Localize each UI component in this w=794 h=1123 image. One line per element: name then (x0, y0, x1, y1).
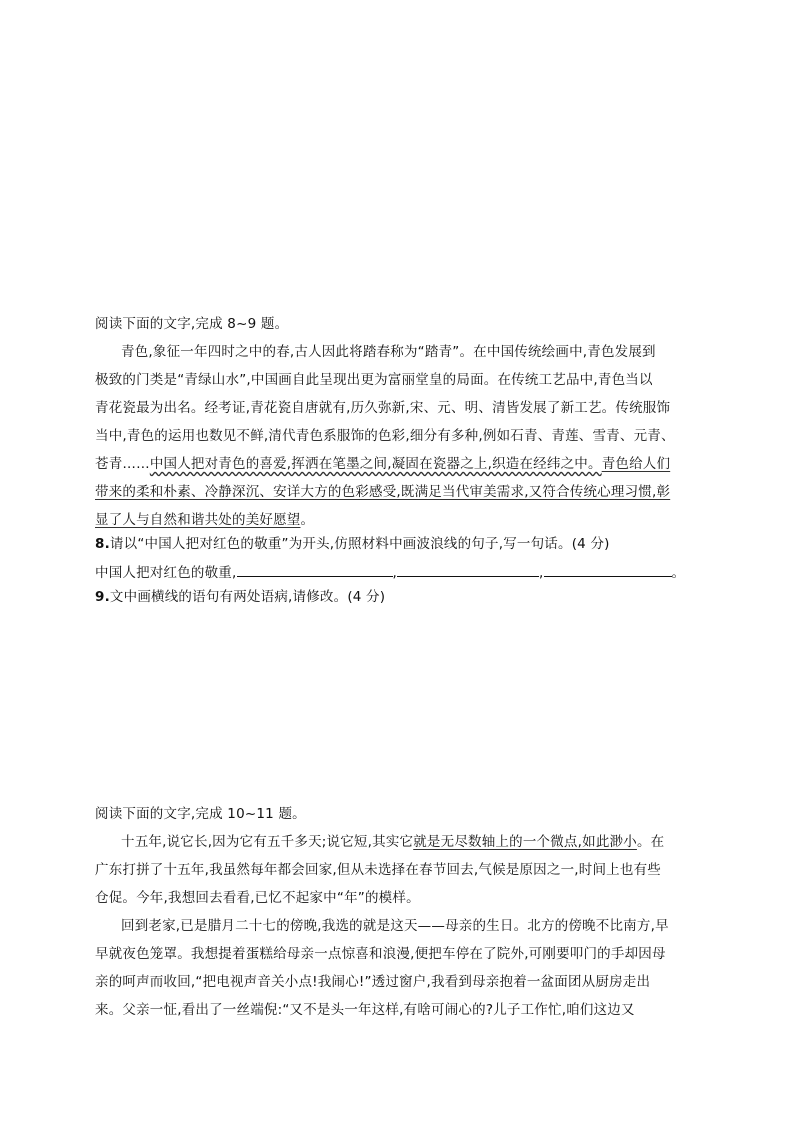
question-9 (95, 587, 705, 607)
answer-blank-2[interactable] (397, 562, 539, 577)
passage1-line-1: 青色,象征一年四时之中的春,古人因此将踏春称为“踏青”。在中国传统绘画中,青色发展到 (121, 344, 656, 360)
question-8-text: 请以“中国人把对红色的敬重”为开头,仿照材料中画波浪线的句子,写一句话。(4 分) (109, 536, 610, 552)
answer-end: 。 (671, 565, 686, 581)
underlined-phrase: 就是无尽数轴上的一个微点,如此渺小 (413, 834, 637, 850)
passage2-line-7: 来。父亲一怔,看出了一丝端倪:“又不是头一年这样,有啥可闹心的?儿子工作忙,咱们这边又 (95, 1002, 635, 1018)
passage2-line-5: 早就夜色笼罩。我想提着蛋糕给母亲一点惊喜和浪漫,便把车停在了院外,可刚要叩门的手却因母 (95, 946, 666, 962)
section1-intro: 阅读下面的文字,完成 8~9 题。 (95, 316, 289, 332)
underlined-sentence-part-3: 显了人与自然和谐共处的美好愿望 (95, 512, 301, 528)
passage2-line-3: 仓促。今年,我想回去看看,已忆不起家中“年”的模样。 (95, 890, 420, 906)
p1-end: 。在 (636, 834, 665, 850)
answer-blank-1[interactable] (237, 562, 393, 577)
passage2-line-6: 亲的呵声而收回,“把电视声音关小点!我闹心!”透过窗户,我看到母亲抱着一盆面团从厨房走出 (95, 974, 651, 990)
passage1-line-3: 青花瓷最为出名。经考证,青花瓷自唐就有,历久弥新,宋、元、明、清皆发展了新工艺。传统服饰 (95, 400, 671, 416)
underlined-sentence-part-2: 带来的柔和朴素、冷静深沉、安详大方的色彩感受,既满足当代审美需求,又符合传统心理习惯,彰 (95, 484, 671, 500)
passage2-line-2: 广东打拼了十五年,我虽然每年都会回家,但从未选择在春节回去,气候是原因之一,时间上也有些 (95, 862, 661, 878)
passage2-line-1 (121, 832, 731, 852)
passage1-line-7 (95, 510, 705, 530)
p1-start: 十五年,说它长,因为它有五千多天;说它短,其实它 (121, 834, 414, 850)
question-8-number: 8. (95, 536, 110, 552)
passage1-line-5 (95, 454, 705, 474)
question-9-text: 文中画横线的语句有两处语病,请修改。(4 分) (109, 589, 386, 605)
answer-sep-2: , (539, 565, 544, 581)
question-8 (95, 534, 705, 554)
wavy-underlined-sentence: 中国人把对青色的喜爱,挥洒在笔墨之间,凝固在瓷器之上,织造在经纬之中。 (149, 456, 602, 472)
passage1-line-6 (95, 482, 705, 502)
answer-blank-3[interactable] (544, 562, 672, 577)
answer-prefix: 中国人把对红色的敬重, (95, 565, 237, 581)
passage1-line-2: 极致的门类是“青绿山水”,中国画自此呈现出更为富丽堂皇的局面。在传统工艺品中,青色当以 (95, 372, 653, 388)
answer-sep-1: , (392, 565, 397, 581)
section2-intro: 阅读下面的文字,完成 10~11 题。 (95, 806, 306, 822)
passage1-line-4: 当中,青色的运用也数见不鲜,清代青色系服饰的色彩,细分有多种,例如石青、青莲、雪青、元青、 (95, 428, 675, 444)
question-9-number: 9. (95, 589, 110, 605)
line7-end: 。 (300, 512, 315, 528)
question-8-answer-line (95, 562, 705, 583)
line5-plain-text: 苍青…… (95, 456, 150, 472)
passage2-line-4: 回到老家,已是腊月二十七的傍晚,我选的就是这天——母亲的生日。北方的傍晚不比南方,早 (121, 918, 669, 934)
underlined-sentence-part-1: 青色给人们 (601, 456, 671, 472)
